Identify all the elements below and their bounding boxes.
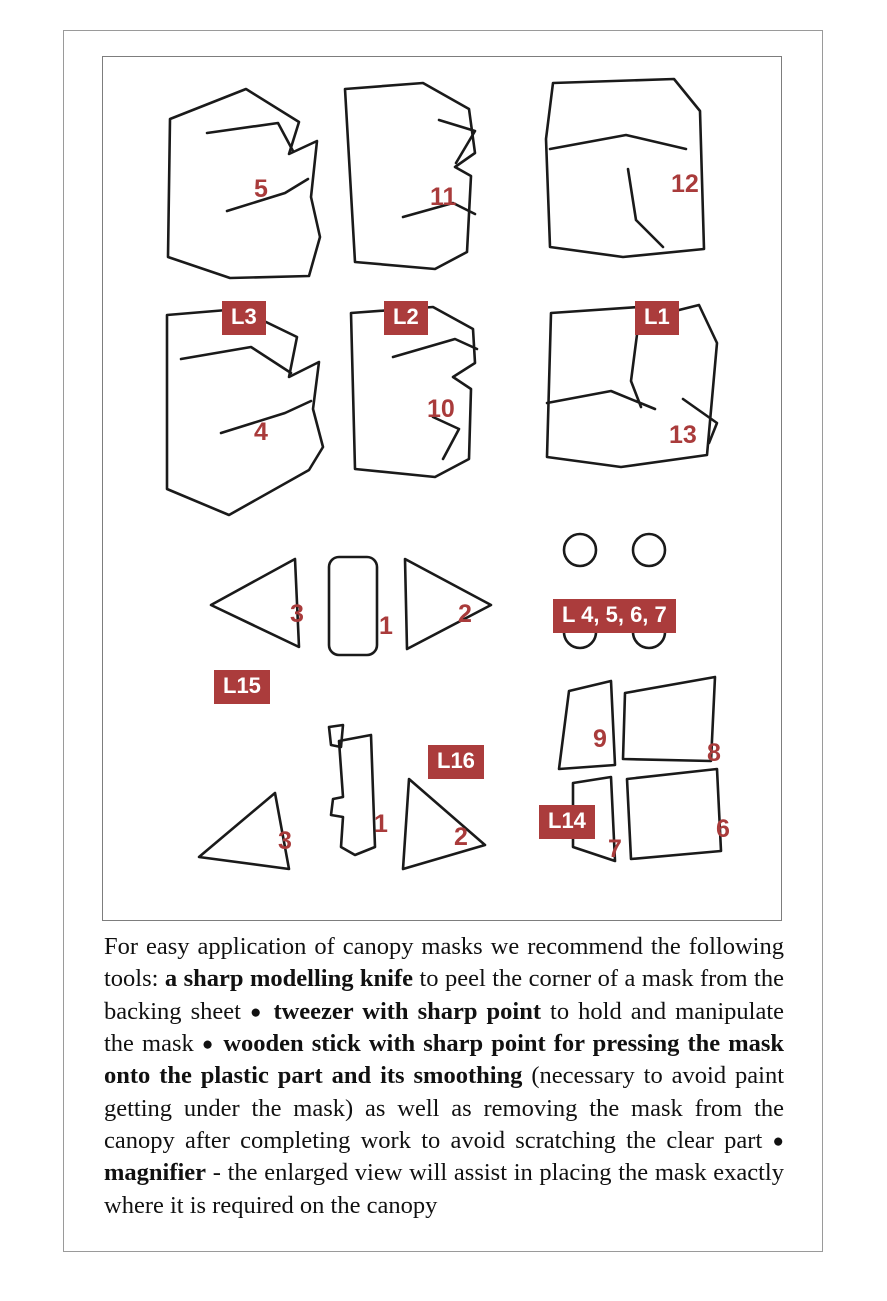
sheet-label-l15: L15 xyxy=(214,670,270,704)
part-number: 10 xyxy=(427,395,455,423)
mask-cut-10a xyxy=(393,339,477,357)
sheet-label-l1: L1 xyxy=(635,301,679,335)
bullet-separator: ● xyxy=(201,1033,216,1055)
part-number: 4 xyxy=(254,418,268,446)
mask-shape-3a xyxy=(211,559,299,647)
part-number: 12 xyxy=(671,170,699,198)
sheet-label-l16: L16 xyxy=(428,745,484,779)
part-number: 8 xyxy=(707,739,721,767)
mask-shape-1a xyxy=(329,557,377,655)
part-number: 3 xyxy=(278,827,292,855)
caption-emphasis: a sharp modelling knife xyxy=(164,965,413,993)
mask-cut-5a xyxy=(207,123,293,151)
part-number: 13 xyxy=(669,421,697,449)
caption-text: - the enlarged view will assist in placing the mask exactly where it is required on the canopy xyxy=(104,1159,784,1219)
mask-shape-3b xyxy=(199,793,289,869)
bullet-separator: ● xyxy=(772,1130,784,1152)
sheet-label-l14: L14 xyxy=(539,805,595,839)
caption-emphasis: tweezer with sharp point xyxy=(273,997,541,1025)
sheet-label-l4567: L 4, 5, 6, 7 xyxy=(553,599,676,633)
part-number: 5 xyxy=(254,175,268,203)
mask-shape-2b xyxy=(403,779,485,869)
sheet-label-l3: L3 xyxy=(222,301,266,335)
caption-emphasis: magnifier xyxy=(104,1159,207,1187)
mask-shape-4 xyxy=(167,309,323,515)
mask-shape-5 xyxy=(168,89,320,278)
mask-diagram-panel xyxy=(102,56,782,921)
mask-shape-8 xyxy=(623,677,715,761)
mask-circle-2 xyxy=(633,534,665,566)
instruction-sheet-page xyxy=(63,30,823,1252)
caption-text: (necessary to avoid paint getting under the mask) as well as removing the mask from the canopy after completing work to avoid scratching the clear part xyxy=(104,1062,785,1154)
mask-shape-2a xyxy=(405,559,491,649)
mask-cut-10b xyxy=(433,417,459,459)
mask-shape-1b xyxy=(331,735,375,855)
caption-emphasis: wooden stick with sharp point for pressing the mask onto the plastic part and its smoothing xyxy=(104,1029,785,1090)
mask-cut-4a xyxy=(181,347,291,373)
part-number: 3 xyxy=(290,600,304,628)
mask-shape-12 xyxy=(546,79,704,257)
mask-shape-11 xyxy=(345,83,475,269)
part-number: 9 xyxy=(593,725,607,753)
caption-text: to peel the corner of a mask from the backing sheet xyxy=(104,965,784,1025)
mask-cut-12b xyxy=(628,169,663,247)
part-number: 2 xyxy=(458,600,472,628)
part-number: 2 xyxy=(454,823,468,851)
instructions-paragraph xyxy=(104,931,784,1222)
caption-text: to hold and manipulate the mask xyxy=(104,997,784,1057)
bullet-separator: ● xyxy=(249,1001,265,1023)
part-number: 7 xyxy=(608,835,622,863)
mask-circle-1 xyxy=(564,534,596,566)
mask-shape-1b-tab xyxy=(329,725,343,747)
part-number: 1 xyxy=(379,612,393,640)
sheet-label-l2: L2 xyxy=(384,301,428,335)
part-number: 6 xyxy=(716,815,730,843)
mask-shape-6 xyxy=(627,769,721,859)
part-number: 11 xyxy=(430,183,457,211)
part-number: 1 xyxy=(374,810,388,838)
mask-cut-12a xyxy=(550,135,686,149)
caption-text: For easy application of canopy masks we recommend the following tools: xyxy=(104,933,784,993)
